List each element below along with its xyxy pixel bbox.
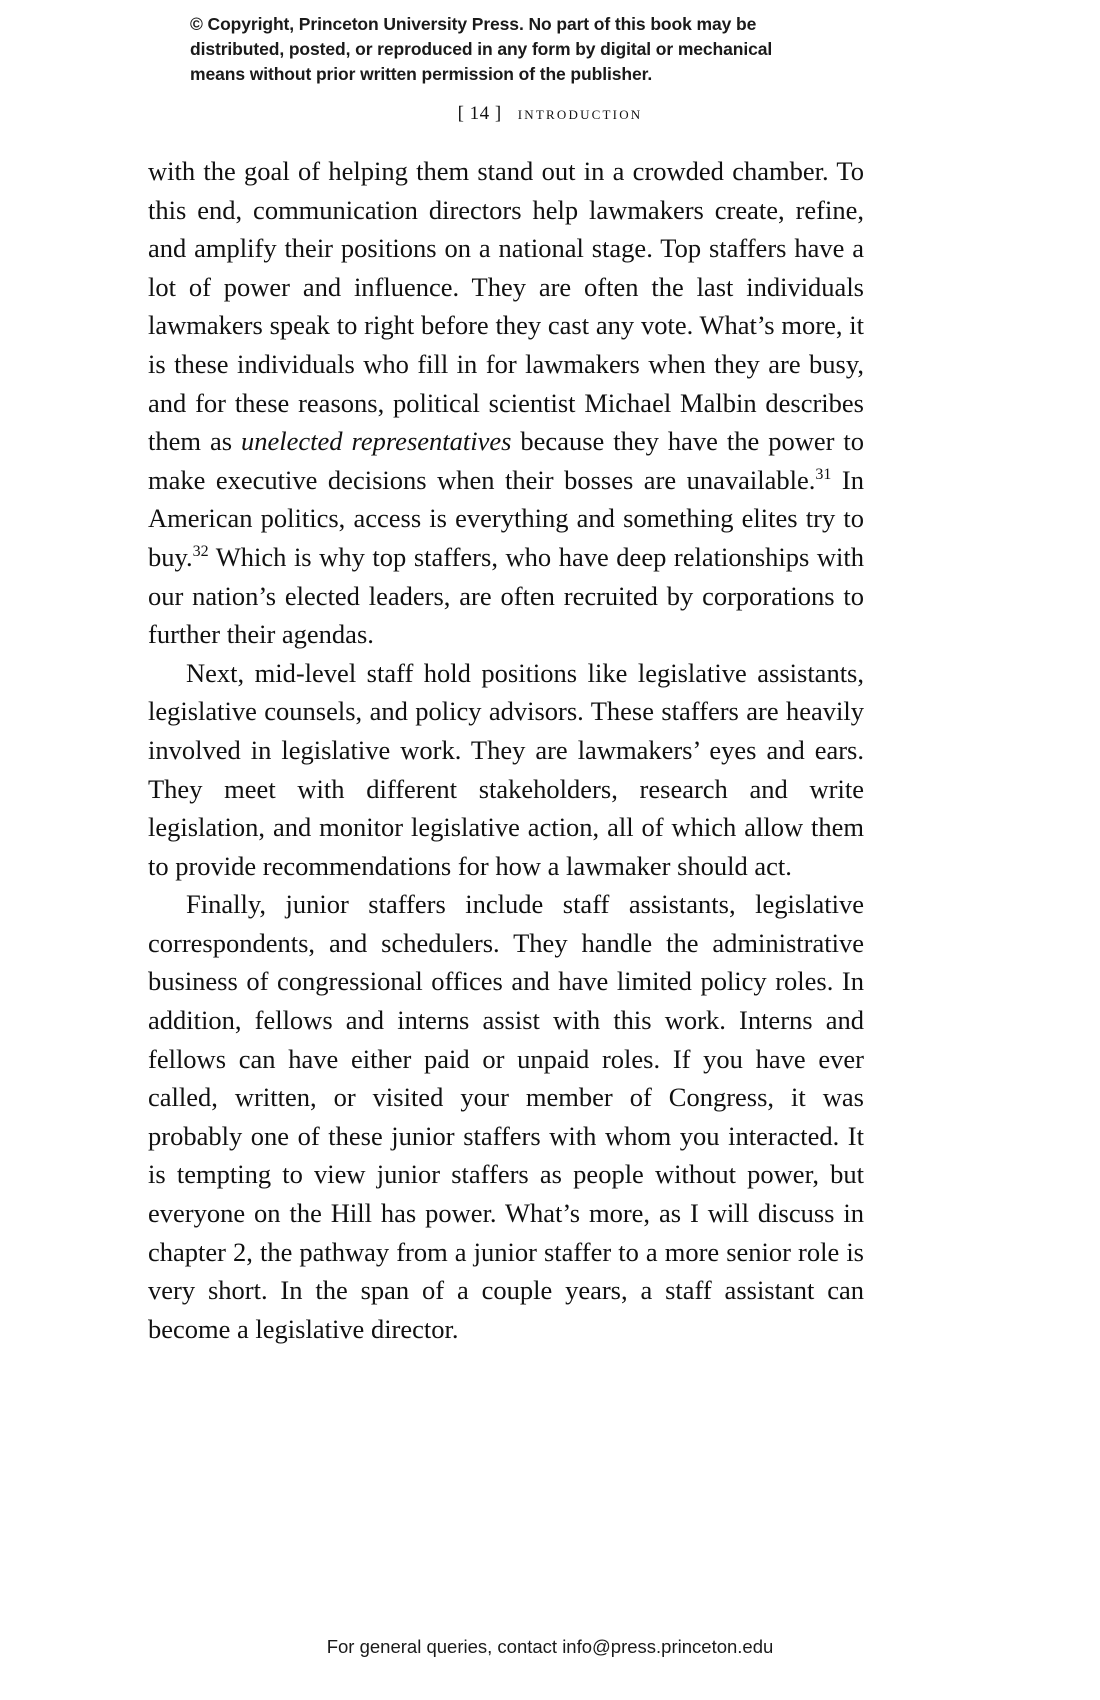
body-text-column <box>148 152 864 1348</box>
copyright-notice <box>190 12 850 87</box>
emphasis-unelected-representatives: unelected representatives <box>241 426 512 457</box>
paragraph-2: Next, mid-level staff hold positions like legislative assistants, legislative counsels, and policy advisors. These staffers are heavily involved in legislative work. They are lawmakers’ eyes and ears. They meet with different stakeholders, research and write legislation, and monitor legislative action, all of which allow them to provide recommendations for how a lawmaker should act. <box>148 657 864 881</box>
paragraph-1-part-b: because they have the power to make executive decisions when their bosses are unavailable. <box>148 426 864 495</box>
paragraph-1-part-a: with the goal of helping them stand out in a crowded chamber. To this end, communication directors help lawmakers create, refine, and amplify their positions on a national stage. Top staffers have a lot of power and influence. They are often the last individuals lawmakers speak to right before they cast any vote. What’s more, it is these individuals who fill in for lawmakers when they are busy, and for these reasons, political scientist Michael Malbin describes them as <box>148 156 864 457</box>
page-number: [ 14 ] <box>457 103 502 124</box>
copyright-line-1: © Copyright, Princeton University Press. No part of this book may be <box>190 14 757 34</box>
copyright-line-3: means without prior written permission of the publisher. <box>190 63 653 84</box>
paragraph-3: Finally, junior staffers include staff assistants, legislative correspondents, and schedulers. They handle the administrative business of congressional offices and have limited policy roles. In addition, fellows and interns assist with this work. Interns and fellows can have either paid or unpaid roles. If you have ever called, written, or visited your member of Congress, it was probably one of these junior staffers with whom you interacted. It is tempting to view junior staffers as people without power, but everyone on the Hill has power. What’s more, as I will discuss in chapter 2, the pathway from a junior staffer to a more senior role is very short. In the span of a couple years, a staff assistant can become a legislative director. <box>148 889 864 1344</box>
paragraph-1-part-d: Which is why top staffers, who have deep relationships with our nation’s elected leaders, are often recruited by corporations to further their agendas. <box>148 541 864 650</box>
footer-queries-notice: For general queries, contact info@press.princeton.edu <box>326 1636 774 1657</box>
paragraph-1 <box>148 152 864 654</box>
paragraph-1-part-c: In American politics, access is everything and something elites try to buy. <box>148 464 864 572</box>
footnote-marker-32: 32 <box>192 543 209 561</box>
running-head <box>0 103 1100 125</box>
running-head-title: introduction <box>517 103 643 123</box>
footnote-marker-31: 31 <box>815 465 832 483</box>
copyright-line-2: distributed, posted, or reproduced in any form by digital or mechanical <box>190 38 773 59</box>
